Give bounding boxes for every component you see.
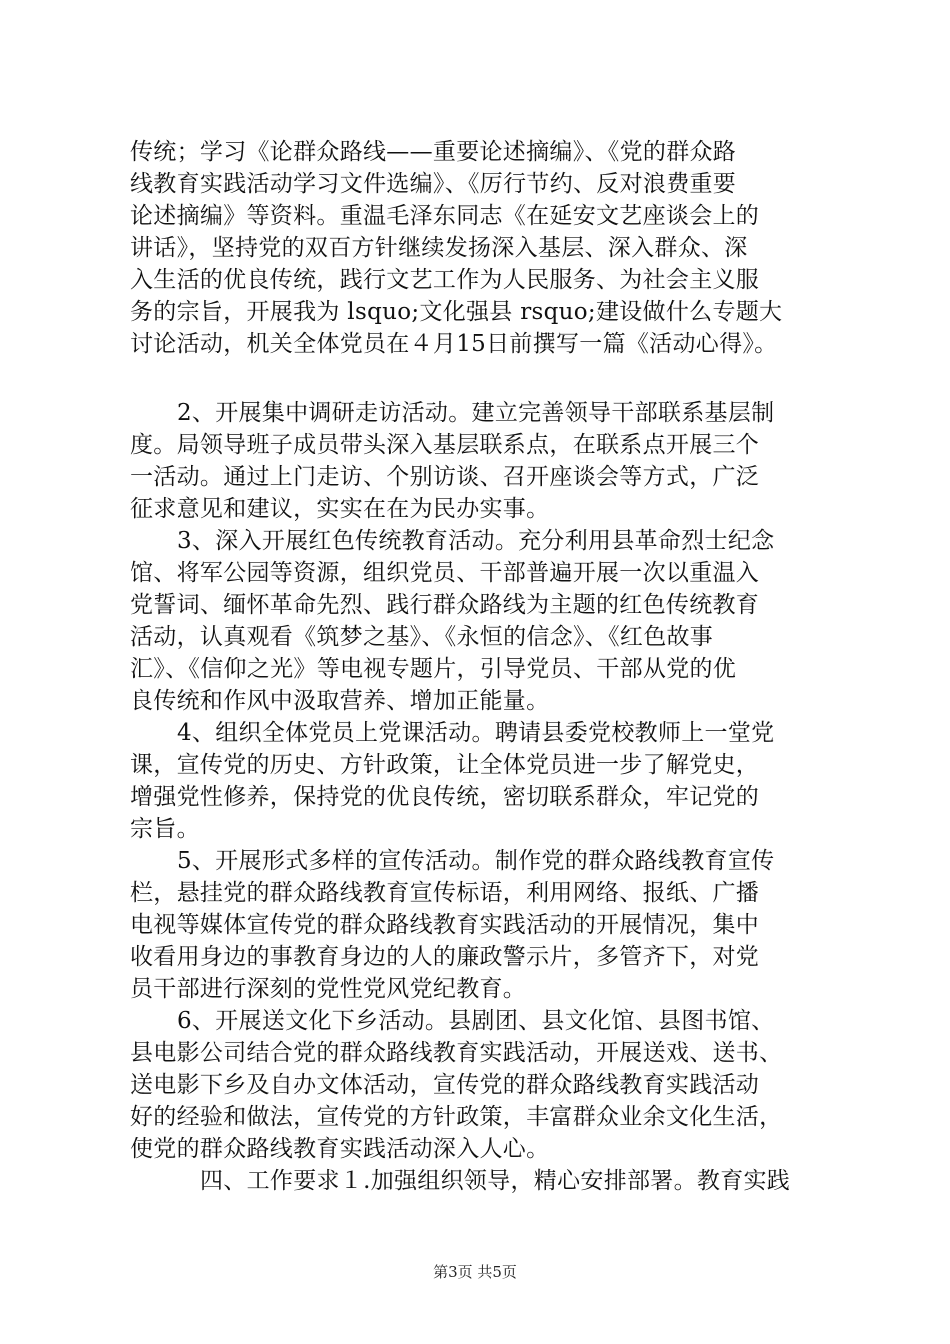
text-line: 论述摘编》等资料。重温毛泽东同志《在延安文艺座谈会上的 — [130, 203, 760, 229]
text-line: 课，宣传党的历史、方针政策，让全体党员进一步了解党史， — [130, 752, 760, 778]
text-line: 度。局领导班子成员带头深入基层联系点，在联系点开展三个 — [130, 432, 760, 458]
text-line: 收看用身边的事教育身边的人的廉政警示片，多管齐下，对党 — [130, 944, 760, 970]
text-line: 党誓词、缅怀革命先烈、践行群众路线为主题的红色传统教育 — [130, 592, 760, 618]
text-line: 讨论活动，机关全体党员在４月15日前撰写一篇《活动心得》。 — [130, 331, 778, 357]
text-line: 电视等媒体宣传党的群众路线教育实践活动的开展情况，集中 — [130, 912, 760, 938]
text-line: 6、开展送文化下乡活动。县剧团、县文化馆、县图书馆、 — [177, 1008, 775, 1034]
text-line: 务的宗旨，开展我为 lsquo;文化强县 rsquo;建设做什么专题大 — [130, 299, 783, 325]
text-line: 四、工作要求１.加强组织领导，精心安排部署。教育实践 — [200, 1168, 791, 1194]
text-line: 一活动。通过上门走访、个别访谈、召开座谈会等方式，广泛 — [130, 464, 760, 490]
text-line: 良传统和作风中汲取营养、增加正能量。 — [130, 688, 550, 714]
text-line: 线教育实践活动学习文件选编》、《厉行节约、反对浪费重要 — [130, 171, 737, 197]
text-line: 好的经验和做法，宣传党的方针政策，丰富群众业余文化生活， — [130, 1104, 783, 1130]
text-line: 栏，悬挂党的群众路线教育宣传标语，利用网络、报纸、广播 — [130, 880, 760, 906]
text-line: 征求意见和建议，实实在在为民办实事。 — [130, 496, 550, 522]
text-line: 5、开展形式多样的宣传活动。制作党的群众路线教育宣传 — [177, 848, 775, 874]
text-line: 宗旨。 — [130, 816, 200, 842]
text-line: 入生活的优良传统，践行文艺工作为人民服务、为社会主义服 — [130, 267, 760, 293]
page-footer: 第3页 共5页 — [433, 1263, 517, 1281]
text-line: 汇》、《信仰之光》等电视专题片，引导党员、干部从党的优 — [130, 656, 737, 682]
text-line: 送电影下乡及自办文体活动，宣传党的群众路线教育实践活动 — [130, 1072, 760, 1098]
text-line: 增强党性修养，保持党的优良传统，密切联系群众，牢记党的 — [130, 784, 760, 810]
text-line: 2、开展集中调研走访活动。建立完善领导干部联系基层制 — [177, 400, 775, 426]
text-line: 4、组织全体党员上党课活动。聘请县委党校教师上一堂党 — [177, 720, 775, 746]
text-line: 员干部进行深刻的党性党风党纪教育。 — [130, 976, 527, 1002]
text-line — [0, 359, 950, 393]
text-line: 3、深入开展红色传统教育活动。充分利用县革命烈士纪念 — [177, 528, 775, 554]
text-line: 传统；学习《论群众路线——重要论述摘编》、《党的群众路 — [130, 139, 737, 165]
text-line: 县电影公司结合党的群众路线教育实践活动，开展送戏、送书、 — [130, 1040, 783, 1066]
text-line: 讲话》，坚持党的双百方针继续发扬深入基层、深入群众、深 — [130, 235, 748, 261]
text-line: 活动，认真观看《筑梦之基》、《永恒的信念》、《红色故事 — [130, 624, 714, 650]
text-line: 馆、将军公园等资源，组织党员、干部普遍开展一次以重温入 — [130, 560, 760, 586]
text-line: 使党的群众路线教育实践活动深入人心。 — [130, 1136, 550, 1162]
